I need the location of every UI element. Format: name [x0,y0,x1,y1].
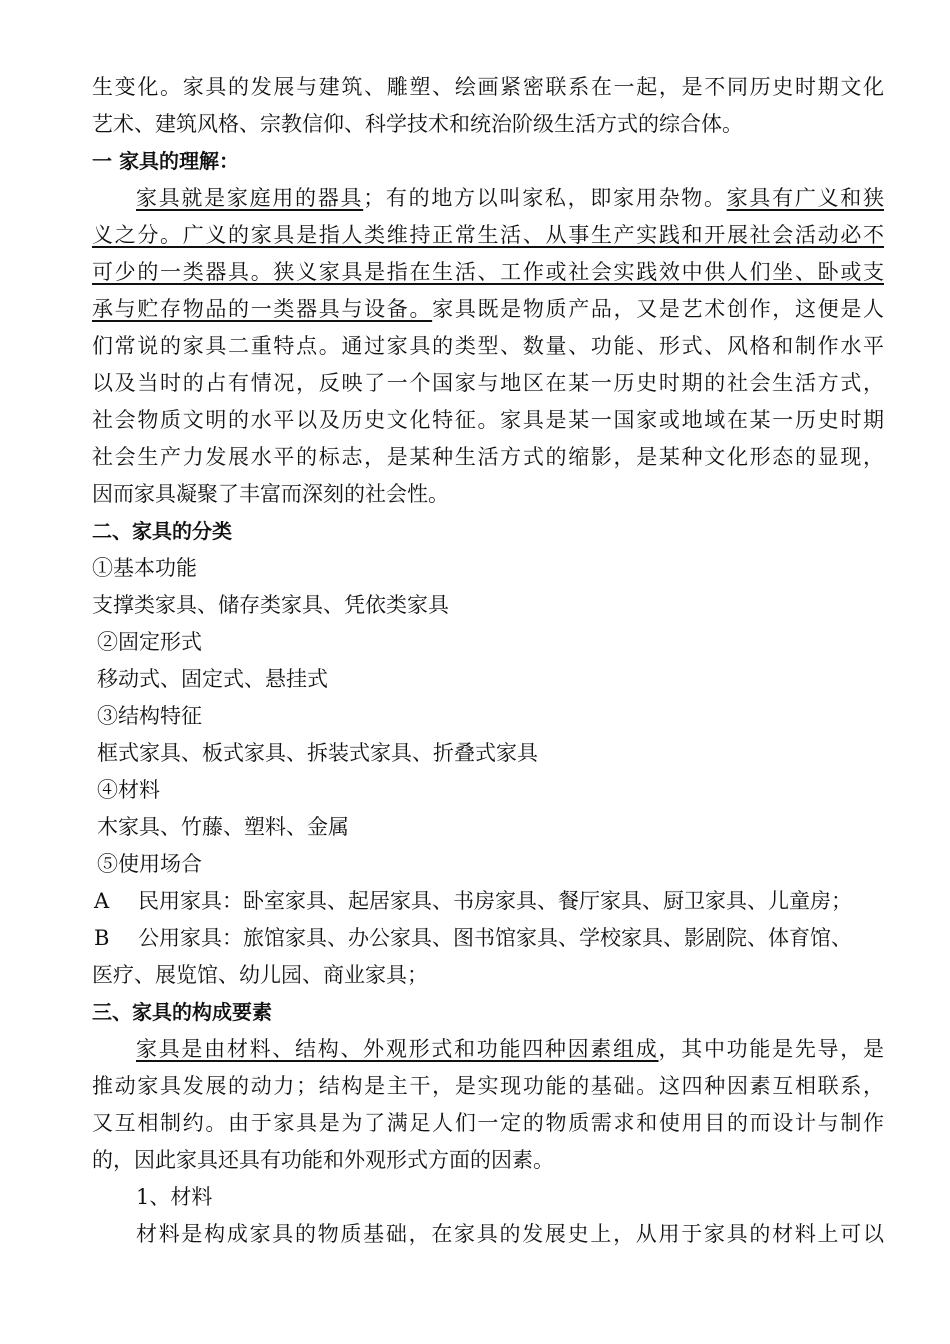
item-label: A [94,889,110,913]
category-5-item-b [94,923,852,953]
section-1-line-2 [92,220,884,250]
subsection-1-title: 1、材料 [136,1185,213,1209]
category-2-title: ②固定形式 [97,630,202,654]
section-3-line-2: 推动家具发展的动力；结构是主干，是实现功能的基础。这四种因素互相联系， [92,1074,884,1098]
text-run: ；有的地方以叫家私，即家用杂物。 [363,186,727,210]
intro-line-1: 生变化。家具的发展与建筑、雕塑、绘画紧密联系在一起，是不同历史时期文化 [92,75,884,99]
section-3-heading: 三、家具的构成要素 [92,1000,272,1024]
definition-underline: 承与贮存物品的一类器具与设备。 [92,297,433,321]
category-4-title: ④材料 [97,778,160,802]
definition-underline: 义之分。广义的家具是指人类维持正常生活、从事生产实践和开展社会活动必不 [92,223,884,247]
text-run: 家具既是物质产品，又是艺术创作，这便是人 [432,297,885,321]
section-2-heading: 二、家具的分类 [92,519,232,543]
category-1-title: ①基本功能 [92,556,197,580]
section-3-line-4: 的，因此家具还具有功能和外观形式方面的因素。 [92,1148,554,1172]
item-text: 民用家具：卧室家具、起居家具、书房家具、餐厅家具、厨卫家具、儿童房； [138,889,852,913]
category-2-items: 移动式、固定式、悬挂式 [97,667,328,691]
category-5-title: ⑤使用场合 [97,852,202,876]
section-1-line-1 [136,183,884,213]
section-1-line-5: 们常说的家具二重特点。通过家具的类型、数量、功能、形式、风格和制作水平 [92,334,884,358]
section-3-line-3: 又互相制约。由于家具是为了满足人们一定的物质需求和使用目的而设计与制作 [92,1111,884,1135]
category-3-title: ③结构特征 [97,704,202,728]
section-3-line-1 [136,1034,884,1064]
definition-underline: 家具是由材料、结构、外观形式和功能四种因素组成 [136,1037,659,1061]
category-4-items: 木家具、竹藤、塑料、金属 [97,815,349,839]
section-1-line-3 [92,257,884,287]
definition-underline: 家具就是家庭用的器具 [136,186,364,210]
definition-underline: 家具有广义和狭 [726,186,884,210]
section-1-line-6: 以及当时的占有情况，反映了一个国家与地区在某一历史时期的社会生活方式， [92,371,884,395]
intro-line-2: 艺术、建筑风格、宗教信仰、科学技术和统治阶级生活方式的综合体。 [92,112,743,136]
section-1-line-8: 社会生产力发展水平的标志，是某种生活方式的缩影，是某种文化形态的显现， [92,445,884,469]
item-text: 公用家具：旅馆家具、办公家具、图书馆家具、学校家具、影剧院、体育馆、 [138,926,852,950]
section-1-line-9: 因而家具凝聚了丰富而深刻的社会性。 [92,482,449,506]
item-label: B [94,926,110,950]
category-1-items: 支撑类家具、储存类家具、凭依类家具 [92,593,449,617]
section-1-heading: 一 家具的理解： [92,149,239,173]
text-run: ，其中功能是先导，是 [658,1037,884,1061]
category-5-item-b-cont: 医疗、展览馆、幼儿园、商业家具； [92,963,428,987]
subsection-1-line-1: 材料是构成家具的物质基础，在家具的发展史上，从用于家具的材料上可以 [136,1222,884,1246]
section-1-line-7: 社会物质文明的水平以及历史文化特征。家具是某一国家或地域在某一历史时期 [92,408,884,432]
section-1-line-4 [92,294,884,324]
definition-underline: 可少的一类器具。狭义家具是指在生活、工作或社会实践效中供人们坐、卧或支 [92,260,884,284]
category-5-item-a [94,886,852,916]
category-3-items: 框式家具、板式家具、拆装式家具、折叠式家具 [97,741,538,765]
